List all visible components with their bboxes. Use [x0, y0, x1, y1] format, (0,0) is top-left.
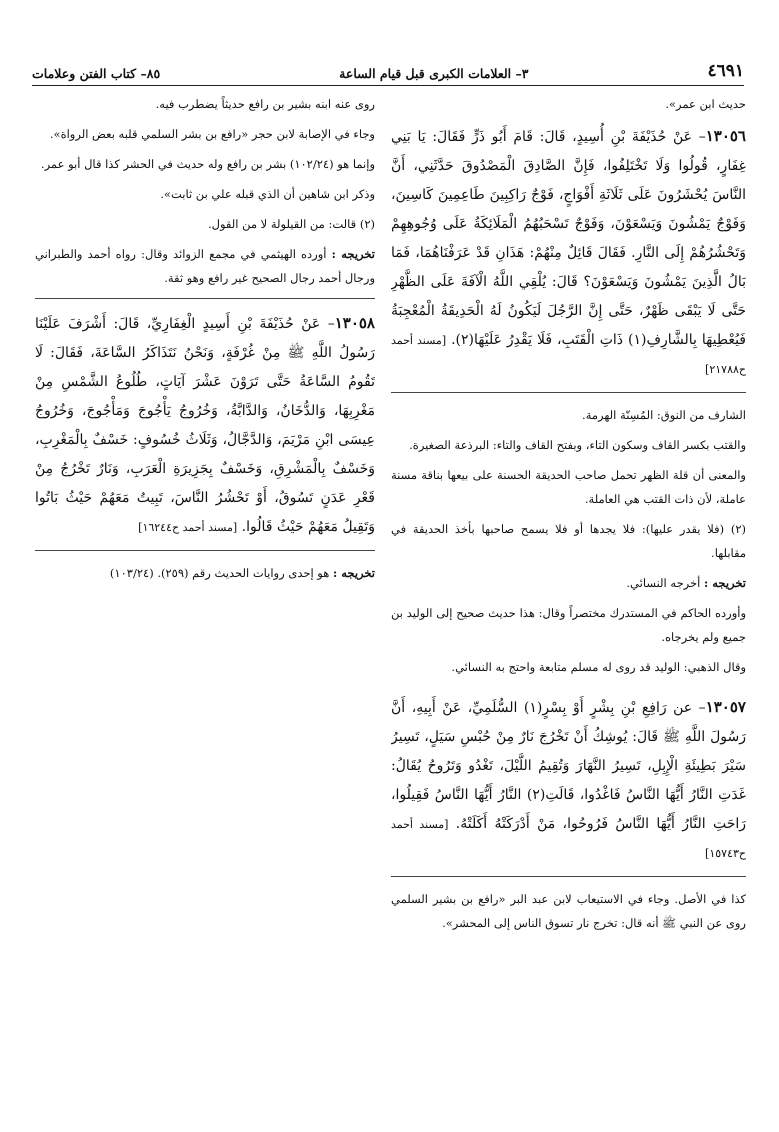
hadith-13056 — [391, 122, 746, 384]
takhrij-text: أورده الهيثمي في مجمع الزوائد وقال: رواه أحمد والطبراني ورجال أحمد رجال الصحيح غير رافع وهو ثقة. — [35, 247, 375, 285]
footnote: وذكر ابن شاهين أن الذي قبله علي بن ثابت». — [160, 187, 375, 201]
footnote-divider — [391, 876, 746, 877]
footnote: والمعنى أن قلة الظهر تحمل صاحب الحديقة الحسنة على بيعها بناقة مسنة عاملة، لأن ذات القتب هي العاملة. — [391, 468, 746, 506]
chapter-title: ٣– العلامات الكبرى قبل قيام الساعة — [339, 66, 529, 81]
footnote: وأورده الحاكم في المستدرك مختصراً وقال: هذا حديث صحيح إلى الوليد بن جميع ولم يخرجاه. — [391, 606, 746, 644]
hadith-text: – عن رَافِعِ بْنِ بِشْرٍ أَوْ بِسْرٍ(١) السُّلَمِيِّ، عَنْ أَبِيهِ، أَنَّ رَسُولَ اللَّهِ ﷺ قَالَ: يُوشِكُ أَنْ تَخْرُجَ نَارٌ مِنْ حُبْسِ سَيَلٍ، تَسِيرُ سَيْرَ بَطِيئَةِ الْإِبِلِ، تَسِيرُ النَّهَارَ وَتُقِيمُ اللَّيْلَ، تَغْدُو وَتَرُوحُ يُقَالُ: غَدَتِ النَّارُ أَيُّهَا النَّاسُ فَاغْدُوا، قَالَتِ(٢) النَّارُ أَيُّهَا النَّاسُ فَقِيلُوا، رَاحَتِ النَّارُ أَيُّهَا النَّاسُ فَرُوحُوا، مَنْ أَدْرَكَتْهُ أَكَلَتْهُ. — [391, 700, 746, 832]
takhrij-text: أخرجه النسائي. — [626, 576, 701, 590]
book-title: ٨٥– كتاب الفتن وعلامات — [32, 66, 161, 81]
footnote-divider — [391, 392, 746, 393]
intro-line: حديث ابن عمر». — [665, 97, 746, 111]
hadith-13058 — [35, 309, 375, 542]
hadith-number: ١٣٠٥٦ — [705, 127, 746, 145]
footnote: وقال الذهبي: الوليد قد روى له مسلم متابعة واحتج به النسائي. — [451, 660, 746, 674]
takhrij-13057 — [35, 242, 375, 290]
takhrij-label: تخريجه : — [332, 566, 375, 580]
footnote: وجاء في الإصابة لابن حجر «رافع بن بشر السلمي قلبه بعض الرواة». — [49, 127, 375, 141]
takhrij-label: تخريجه : — [331, 247, 375, 261]
hadith-reference: [مسند أحمد ح١٥٧٤٣] — [391, 818, 746, 860]
footnote: والقتب بكسر القاف وسكون التاء، وبفتح القاف والتاء: البرذعة الصغيرة. — [409, 438, 746, 452]
footnote: وإنما هو (١٠٢/٢٤) بشر بن رافع وله حديث في الحشر كذا قال أبو عمر. — [40, 157, 375, 171]
footnote-divider — [35, 550, 375, 551]
footnote: الشارف من النوق: المُسِنّة الهرمة. — [582, 408, 746, 422]
footnote: روى عنه ابنه بشير بن رافع حديثاً يضطرب فيه. — [155, 97, 375, 111]
takhrij-label: تخريجه : — [703, 576, 746, 590]
page-header — [32, 56, 744, 86]
takhrij-13058 — [35, 561, 375, 585]
footnote: كذا في الأصل. وجاء في الاستيعاب لابن عبد البر «رافع بن بشير السلمي روى عن النبي ﷺ أنه قال: تخرج نار تسوق الناس إلى المحشر». — [391, 892, 746, 930]
hadith-number: ١٣٠٥٨ — [334, 314, 375, 332]
hadith-text: – عَنْ حُذَيْفَةَ بْنِ أُسِيدٍ، قَالَ: قَامَ أَبُو ذَرٍّ فَقَالَ: يَا بَنِي غِفَارٍ، قُولُوا وَلَا تَخْتَلِفُوا، فَإِنَّ الصَّادِقَ الْمَصْدُوقَ حَدَّثَنِي، أَنَّ النَّاسَ يُحْشَرُونَ عَلَى ثَلَاثَةِ أَفْوَاجٍ، فَوْجٌ رَاكِبِينَ طَاعِمِينَ كَاسِينَ، وَفَوْجٌ يَمْشُونَ وَيَسْعَوْنَ، وَفَوْجٌ تَسْحَبُهُمُ الْمَلَائِكَةُ عَلَى وُجُوهِهِمْ وَتَحْشُرُهُمْ إِلَى النَّارِ. فَقَالَ قَائِلٌ مِنْهُمْ: هَذَانِ قَدْ عَرَفْنَاهُمَا، فَمَا بَالُ الَّذِينَ يَمْشُونَ وَيَسْعَوْنَ؟ قَالَ: يُلْقِي اللَّهُ الْآفَةَ عَلَى الظَّهْرِ حَتَّى لَا يَبْقَى ظَهْرٌ، حَتَّى إِنَّ الرَّجُلَ لَيَكُونُ لَهُ الْحَدِيقَةُ الْمُعْجِبَةُ فَيُعْطِيهَا بِالشَّارِفِ(١) ذَاتِ الْقَتَبِ، فَلَا يَقْدِرُ عَلَيْهَا(٢). — [391, 129, 746, 348]
page-number: ٤٦٩١ — [707, 61, 744, 81]
takhrij-13056 — [391, 571, 746, 595]
footnote: (٢) (فلا يقدر عليها): فلا يجدها أو فلا يسمح صاحبها بأخذ الحديقة في مقابلها. — [391, 522, 746, 560]
right-column — [391, 92, 746, 1122]
hadith-13057 — [391, 693, 746, 868]
hadith-text: – عَنْ حُذَيْفَةَ بْنِ أَسِيدٍ الْغِفَارِيِّ، قَالَ: أَشْرَفَ عَلَيْنَا رَسُولُ اللَّهِ ﷺ مِنْ غُرْفَةٍ، وَنَحْنُ نَتَذَاكَرُ السَّاعَةَ، فَقَالَ: لَا تَقُومُ السَّاعَةُ حَتَّى تَرَوْنَ عَشْرَ آيَاتٍ، طُلُوعُ الشَّمْسِ مِنْ مَغْرِبِهَا، وَالدُّخَانُ، وَالدَّابَّةُ، وَخُرُوجُ يَأْجُوجَ وَمَأْجُوجَ، وَخُرُوجُ عِيسَى ابْنِ مَرْيَمَ، وَالدَّجَّالُ، وَثَلَاثُ خُسُوفٍ: خَسْفٌ بِالْمَغْرِبِ، وَخَسْفٌ بِالْمَشْرِقِ، وَخَسْفٌ بِجَزِيرَةِ الْعَرَبِ، وَنَارٌ تَخْرُجُ مِنْ قَعْرِ عَدَنٍ تَسُوقُ، أَوْ تَحْشُرُ النَّاسَ، تَبِيتُ مَعَهُمْ حَيْثُ بَاتُوا وَتَقِيلُ مَعَهُمْ حَيْثُ قَالُوا. — [35, 316, 375, 535]
hadith-reference: [مسند أحمد ح٢١٧٨٨] — [391, 334, 746, 376]
hadith-number: ١٣٠٥٧ — [705, 698, 746, 716]
left-column — [35, 92, 375, 1122]
section-divider — [35, 298, 375, 299]
footnote: (٢) قالت: من القيلولة لا من القول. — [207, 217, 375, 231]
hadith-reference: [مسند أحمد ح١٦٢٤٤] — [138, 521, 238, 534]
takhrij-text: هو إحدى روايات الحديث رقم (٢٥٩). (١٠٣/٢٤) — [109, 566, 330, 580]
